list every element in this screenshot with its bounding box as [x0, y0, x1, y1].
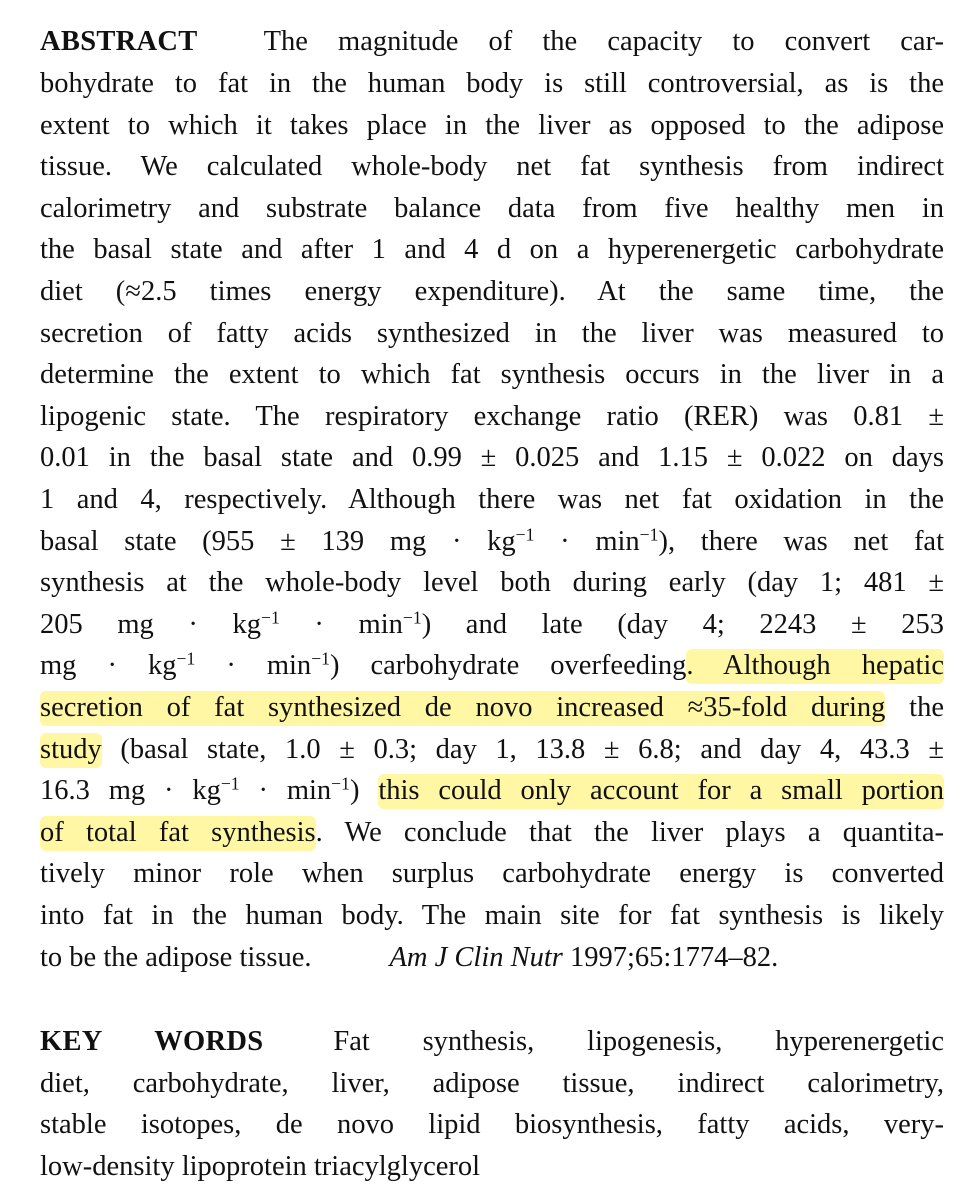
- abstract-line-17: secretion of fat synthesized de novo increased ≈35-fold during the: [40, 690, 944, 726]
- abstract-line-13: basal state (955 ± 139 mg · $kg^{-1} \cdot \min^{-1}$), there was net fat: [40, 524, 945, 557]
- abstract-line-20: of total fat synthesis. We conclude that the liver plays a quantita-: [40, 815, 944, 851]
- superscript-neg-one: −1: [331, 773, 350, 794]
- abstract-line-7: diet (≈2.5 times energy expenditure). At the same time, the: [40, 276, 944, 307]
- highlight: study: [40, 733, 102, 768]
- abstract-line-21: tively minor role when surplus carbohydrate energy is converted: [40, 858, 944, 889]
- abstract-line-11: 0.01 in the basal state and 0.99 ± 0.025 and 1.15 ± 0.022 on days: [40, 442, 944, 473]
- abstract-line-8: secretion of fatty acids synthesized in the liver was measured to: [40, 318, 944, 349]
- abstract-line-14: synthesis at the whole-body level both during early (day 1; 481 ±: [40, 567, 944, 598]
- abstract-line-12: 1 and 4, respectively. Although there was net fat oxidation in the: [40, 484, 944, 515]
- highlight: . Although hepatic: [686, 649, 944, 684]
- highlight: this could only account for a small portion: [378, 774, 944, 809]
- abstract-line-4: tissue. We calculated whole-body net fat synthesis from indirect: [40, 151, 944, 182]
- superscript-neg-one: −1: [639, 524, 659, 545]
- highlight: secretion of fat synthesized de novo increased ≈35-fold during: [40, 691, 885, 726]
- superscript-neg-one: −1: [402, 607, 422, 628]
- abstract-line-15: 205 mg · $kg^{-1} \cdot \min^{-1}$) and late (day 4; 2243 ± 253: [40, 607, 944, 640]
- highlight: of total fat synthesis: [40, 816, 316, 851]
- abstract-line-18: study (basal state, 1.0 ± 0.3; day 1, 13.8 ± 6.8; and day 4, 43.3 ±: [40, 732, 944, 768]
- abstract-line-2: bohydrate to fat in the human body is still controversial, as is the: [40, 68, 944, 99]
- abstract-line-10: lipogenic state. The respiratory exchange ratio (RER) was 0.81 ±: [40, 401, 944, 432]
- keywords-line-3: stable isotopes, de novo lipid biosynthesis, fatty acids, very-: [40, 1109, 944, 1140]
- abstract-line-1: [40, 24, 944, 60]
- abstract-line-9: determine the extent to which fat synthesis occurs in the liver in a: [40, 359, 944, 390]
- superscript-neg-one: −1: [311, 648, 330, 669]
- superscript-neg-one: −1: [261, 607, 280, 628]
- keywords-line-2: diet, carbohydrate, liver, adipose tissue, indirect calorimetry,: [40, 1068, 944, 1099]
- abstract-line-3: extent to which it takes place in the liver as opposed to the adipose: [40, 110, 944, 141]
- keywords-heading: KEY WORDS: [40, 1026, 264, 1057]
- abstract-line-16: mg · $kg^{-1} \cdot \min^{-1}$) carbohydrate overfeeding. Although hepatic: [40, 648, 944, 684]
- keywords-line-4: low-density lipoprotein triacylglycerol: [40, 1151, 481, 1182]
- citation-journal: Am J Clin Nutr: [389, 942, 563, 973]
- keywords-line-1: KEY WORDS Fat synthesis, lipogenesis, hyperenergetic: [40, 1026, 944, 1057]
- abstract-line-22: into fat in the human body. The main site for fat synthesis is likely: [40, 900, 944, 931]
- abstract-line-6: the basal state and after 1 and 4 d on a hyperenergetic carbohydrate: [40, 234, 944, 265]
- superscript-neg-one: −1: [176, 648, 196, 669]
- abstract-heading: ABSTRACT: [40, 26, 198, 57]
- citation-details: 1997;65:1774–82.: [562, 942, 779, 973]
- abstract-intro: The magnitude of the capacity to convert car-: [263, 26, 944, 57]
- abstract-line-23: to be the adipose tissue. Am J Clin Nutr 1997;65:1774–82.: [40, 942, 779, 973]
- abstract-line-19: 16.3 mg · $kg^{-1} \cdot \min^{-1}$) this could only account for a small portion: [40, 773, 944, 809]
- abstract-line-5: calorimetry and substrate balance data from five healthy men in: [40, 193, 944, 224]
- superscript-neg-one: −1: [515, 524, 535, 545]
- superscript-neg-one: −1: [220, 773, 240, 794]
